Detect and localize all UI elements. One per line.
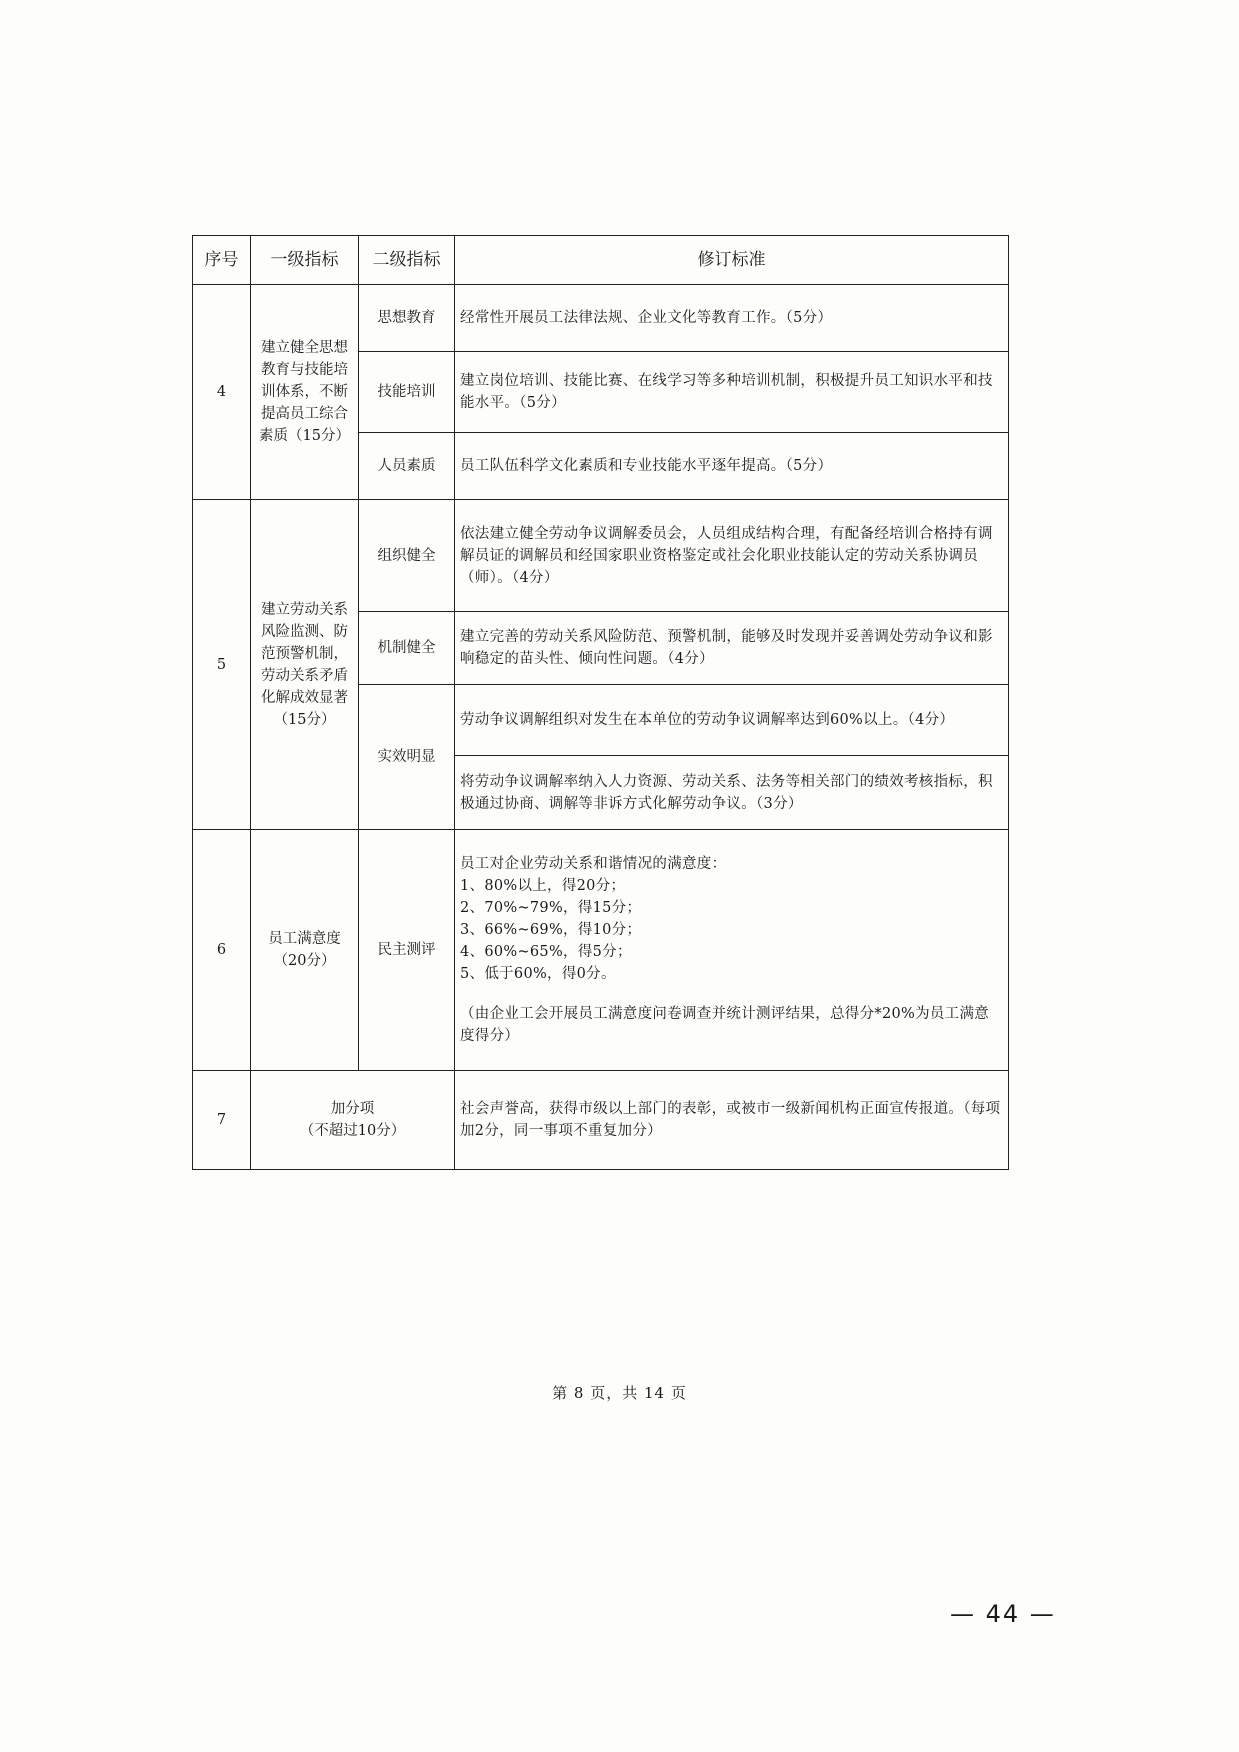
primary-indicator-cell: 建立劳动关系风险监测、防范预警机制，劳动关系矛盾化解成效显著（15分）: [251, 500, 359, 830]
bonus-item-cell: [251, 1071, 455, 1170]
page-info: 第 8 页，共 14 页: [552, 1384, 687, 1402]
standard-cell: 劳动争议调解组织对发生在本单位的劳动争议调解率达到60%以上。（4分）: [455, 685, 1009, 756]
table-row: [193, 830, 1009, 1071]
bonus-item-label: 加分项: [330, 1101, 375, 1117]
standard-cell: 建立完善的劳动关系风险防范、预警机制，能够及时发现并妥善调处劳动争议和影响稳定的苗头性、倾向性问题。（4分）: [455, 612, 1009, 685]
satisfaction-item: 5、低于60%，得0分。: [460, 966, 616, 982]
header-primary-indicator: 一级指标: [251, 236, 359, 285]
standard-cell: 员工队伍科学文化素质和专业技能水平逐年提高。（5分）: [455, 433, 1009, 500]
secondary-indicator-cell: 组织健全: [359, 500, 455, 612]
secondary-indicator-cell: 思想教育: [359, 285, 455, 352]
header-serial-no: 序号: [193, 236, 251, 285]
secondary-indicator-cell: 机制健全: [359, 612, 455, 685]
satisfaction-note: （由企业工会开展员工满意度问卷调查并统计测评结果，总得分*20%为员工满意度得分）: [460, 1006, 990, 1044]
satisfaction-intro: 员工对企业劳动关系和谐情况的满意度：: [460, 856, 727, 872]
standard-cell: [455, 830, 1009, 1071]
standard-cell: 依法建立健全劳动争议调解委员会，人员组成结构合理，有配备经培训合格持有调解员证的调解员和经国家职业资格鉴定或社会化职业技能认定的劳动关系协调员（师）。（4分）: [455, 500, 1009, 612]
page-number: — 44 —: [950, 1600, 1056, 1628]
table-header-row: [193, 236, 1009, 285]
header-secondary-indicator: 二级指标: [359, 236, 455, 285]
standard-cell: 将劳动争议调解率纳入人力资源、劳动关系、法务等相关部门的绩效考核指标，积极通过协商、调解等非诉方式化解劳动争议。（3分）: [455, 756, 1009, 830]
satisfaction-item: 3、66%~69%，得10分；: [460, 922, 642, 938]
secondary-indicator-cell: 民主测评: [359, 830, 455, 1071]
standard-cell: 社会声誉高，获得市级以上部门的表彰，或被市一级新闻机构正面宣传报道。（每项加2分，同一事项不重复加分）: [455, 1071, 1009, 1170]
evaluation-standards-table: [192, 235, 1009, 1170]
table-row: [193, 500, 1009, 612]
table-row: [193, 285, 1009, 352]
standard-cell: 经常性开展员工法律法规、企业文化等教育工作。（5分）: [455, 285, 1009, 352]
serial-no-cell: 5: [193, 500, 251, 830]
primary-indicator-cell: 建立健全思想教育与技能培训体系，不断提高员工综合素质（15分）: [251, 285, 359, 500]
header-revised-standard: 修订标准: [455, 236, 1009, 285]
standard-cell: 建立岗位培训、技能比赛、在线学习等多种培训机制，积极提升员工知识水平和技能水平。（5分）: [455, 352, 1009, 433]
bonus-item-limit: （不超过10分）: [299, 1123, 406, 1139]
satisfaction-item: 1、80%以上，得20分；: [460, 878, 626, 894]
serial-no-cell: 6: [193, 830, 251, 1071]
table-row: [193, 1071, 1009, 1170]
serial-no-cell: 4: [193, 285, 251, 500]
secondary-indicator-cell: 技能培训: [359, 352, 455, 433]
serial-no-cell: 7: [193, 1071, 251, 1170]
satisfaction-item: 4、60%~65%，得5分；: [460, 944, 632, 960]
primary-indicator-cell: 员工满意度（20分）: [251, 830, 359, 1071]
secondary-indicator-cell: 实效明显: [359, 685, 455, 830]
satisfaction-item: 2、70%~79%，得15分；: [460, 900, 642, 916]
secondary-indicator-cell: 人员素质: [359, 433, 455, 500]
